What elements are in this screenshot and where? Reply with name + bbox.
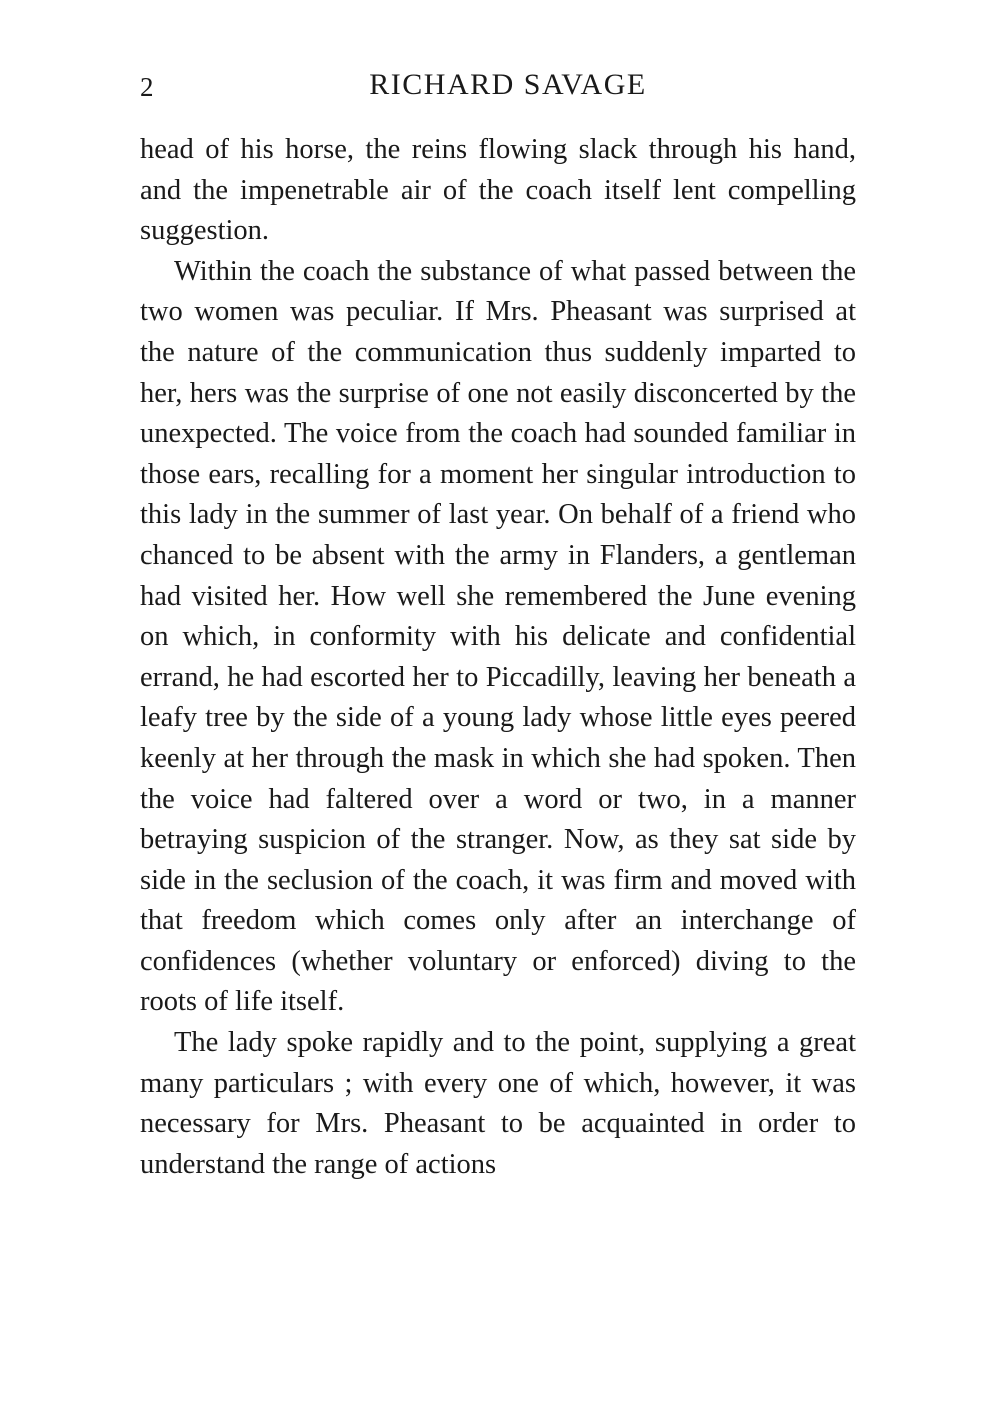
- body-text: [140, 130, 856, 1185]
- paragraph-coach-conversation: Within the coach the substance of what passed between the two women was peculiar. If Mrs. Pheasant was surprised at the nature of the communication thus suddenly imparted to her, hers was the surprise of one not easily disconcerted by the unexpected. The voice from the coach had sounded familiar in those ears, recalling for a moment her singular introduction to this lady in the summer of last year. On behalf of a friend who chanced to be absent with the army in Flanders, a gentleman had visited her. How well she remembered the June evening on which, in conformity with his delicate and confidential errand, he had escorted her to Piccadilly, leaving her beneath a leafy tree by the side of a young lady whose little eyes peered keenly at her through the mask in which she had spoken. Then the voice had faltered over a word or two, in a manner betraying suspicion of the stranger. Now, as they sat side by side in the seclusion of the coach, it was firm and moved with that freedom which comes only after an interchange of confidences (whether voluntary or enforced) diving to the roots of life itself.: [140, 255, 856, 1018]
- running-title: RICHARD SAVAGE: [369, 68, 647, 101]
- paragraph-lady-spoke: The lady spoke rapidly and to the point, supplying a great many particulars ; with every one of which, however, it was necessary for Mrs. Pheasant to be acquainted in order to understand the range of actions: [140, 1027, 856, 1180]
- paragraph-continuation: head of his horse, the reins flowing slack through his hand, and the impenetrable air of the coach itself lent compelling suggestion.: [140, 134, 856, 247]
- running-head: [140, 68, 856, 108]
- book-page: [140, 68, 856, 1185]
- page-number: 2: [140, 72, 154, 102]
